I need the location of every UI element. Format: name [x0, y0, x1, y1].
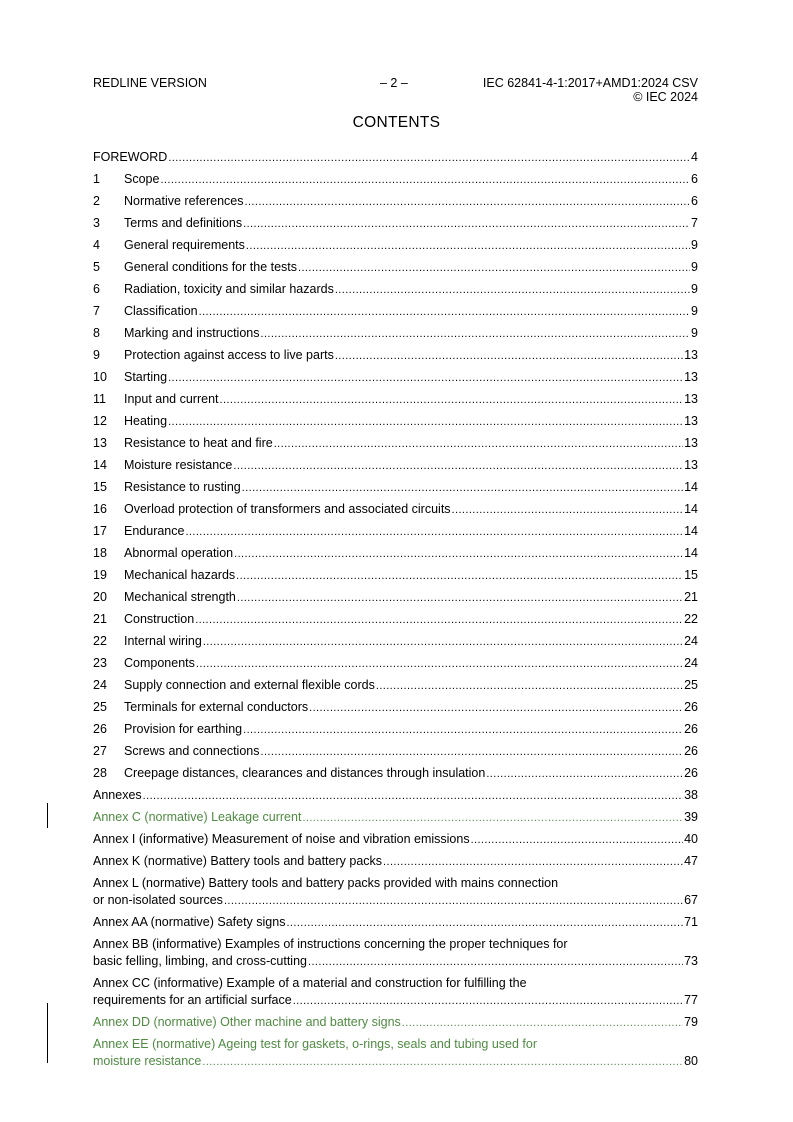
- toc-label: Marking and instructions: [124, 326, 260, 340]
- toc-number: 14: [93, 458, 107, 472]
- toc-entry-annex-aa[interactable]: [93, 911, 698, 933]
- toc-label: Annex AA (normative) Safety signs: [93, 915, 286, 929]
- toc-entry[interactable]: [93, 432, 698, 454]
- toc-label: Resistance to rusting: [124, 480, 241, 494]
- toc-entry[interactable]: [93, 454, 698, 476]
- toc-number: 25: [93, 700, 107, 714]
- toc-entry[interactable]: [93, 168, 698, 190]
- dot-leader: [202, 1055, 683, 1069]
- table-of-contents: [93, 146, 698, 1072]
- toc-number: 17: [93, 524, 107, 538]
- toc-page: 47: [684, 854, 698, 868]
- toc-page: 67: [684, 893, 698, 907]
- standard-id: IEC 62841-4-1:2017+AMD1:2024 CSV: [482, 76, 698, 90]
- toc-number: 11: [93, 392, 106, 406]
- dot-leader: [452, 503, 684, 517]
- toc-label: Overload protection of transformers and associated circuits: [124, 502, 451, 516]
- toc-label: Scope: [124, 172, 160, 186]
- dot-leader: [243, 217, 690, 231]
- toc-entry[interactable]: [93, 388, 698, 410]
- toc-number: 8: [93, 326, 100, 340]
- dot-leader: [286, 916, 683, 930]
- toc-number: 24: [93, 678, 107, 692]
- toc-entry[interactable]: [93, 300, 698, 322]
- dot-leader: [199, 305, 690, 319]
- toc-page: 13: [684, 414, 698, 428]
- toc-page: 4: [691, 150, 698, 164]
- toc-number: 15: [93, 480, 107, 494]
- toc-label: General conditions for the tests: [124, 260, 298, 274]
- dot-leader: [195, 613, 683, 627]
- toc-entry-annex-l[interactable]: [93, 872, 698, 911]
- toc-label-line1: Annex BB (informative) Examples of instructions concerning the proper techniques for: [93, 937, 568, 951]
- toc-number: 16: [93, 502, 107, 516]
- page-number: – 2 –: [380, 76, 408, 90]
- toc-number: 26: [93, 722, 107, 736]
- toc-page: 77: [684, 993, 698, 1007]
- contents-title: CONTENTS: [352, 114, 441, 131]
- toc-entry[interactable]: [93, 498, 698, 520]
- toc-number: 27: [93, 744, 107, 758]
- toc-page: 26: [684, 700, 698, 714]
- dot-leader: [220, 393, 684, 407]
- toc-number: 5: [93, 260, 100, 274]
- standard-reference: [483, 76, 698, 104]
- dot-leader: [261, 745, 684, 759]
- dot-leader: [274, 437, 683, 451]
- toc-entry[interactable]: [93, 740, 698, 762]
- toc-entry[interactable]: [93, 520, 698, 542]
- toc-label: Mechanical strength: [124, 590, 236, 604]
- toc-entry[interactable]: [93, 476, 698, 498]
- toc-entry[interactable]: [93, 322, 698, 344]
- toc-entry[interactable]: [93, 410, 698, 432]
- page-header: [93, 76, 698, 106]
- toc-page: 9: [691, 282, 698, 296]
- toc-entry[interactable]: [93, 564, 698, 586]
- toc-number: 9: [93, 348, 100, 362]
- toc-label: Screws and connections: [124, 744, 260, 758]
- toc-entry[interactable]: [93, 344, 698, 366]
- toc-label: Annex C (normative) Leakage current: [93, 810, 302, 824]
- toc-label-line1: Annex EE (normative) Ageing test for gaskets, o-rings, seals and tubing used for: [93, 1037, 537, 1051]
- dot-leader: [308, 955, 683, 969]
- toc-entry[interactable]: [93, 718, 698, 740]
- toc-label: Normative references: [124, 194, 244, 208]
- dot-leader: [234, 547, 683, 561]
- toc-label: Resistance to heat and fire: [124, 436, 273, 450]
- toc-entry[interactable]: [93, 652, 698, 674]
- toc-label: Classification: [124, 304, 198, 318]
- toc-number: 20: [93, 590, 107, 604]
- toc-page: 38: [684, 788, 698, 802]
- dot-leader: [143, 789, 683, 803]
- toc-page: 15: [684, 568, 698, 582]
- toc-page: 26: [684, 744, 698, 758]
- toc-label: Abnormal operation: [124, 546, 234, 560]
- dot-leader: [196, 657, 683, 671]
- dot-leader: [224, 894, 683, 908]
- toc-page: 80: [684, 1054, 698, 1068]
- toc-label: requirements for an artificial surface: [93, 993, 292, 1007]
- toc-entry[interactable]: [93, 762, 698, 784]
- toc-entry[interactable]: [93, 608, 698, 630]
- change-bar-annex-dd-ee: [47, 1003, 48, 1063]
- toc-entry[interactable]: [93, 542, 698, 564]
- toc-label: Internal wiring: [124, 634, 202, 648]
- toc-entry[interactable]: [93, 696, 698, 718]
- toc-entry[interactable]: [93, 278, 698, 300]
- toc-page: 9: [691, 326, 698, 340]
- dot-leader: [168, 371, 683, 385]
- toc-page: 14: [684, 502, 698, 516]
- toc-entry-annex-bb[interactable]: [93, 933, 698, 972]
- toc-number: 18: [93, 546, 107, 560]
- toc-label: Terms and definitions: [124, 216, 243, 230]
- toc-label: basic felling, limbing, and cross-cutting: [93, 954, 307, 968]
- toc-label: or non-isolated sources: [93, 893, 223, 907]
- toc-entry-annex-cc[interactable]: [93, 972, 698, 1011]
- toc-page: 13: [684, 392, 698, 406]
- dot-leader: [486, 767, 683, 781]
- toc-entry[interactable]: [93, 234, 698, 256]
- toc-label: Annexes: [93, 788, 142, 802]
- toc-label-line1: Annex CC (informative) Example of a material and construction for fulfilling the: [93, 976, 527, 990]
- toc-entry-annex-c[interactable]: [93, 806, 698, 828]
- toc-label: Annex DD (normative) Other machine and battery signs: [93, 1015, 401, 1029]
- dot-leader: [402, 1016, 683, 1030]
- dot-leader: [293, 994, 683, 1008]
- dot-leader: [185, 525, 683, 539]
- toc-label: Supply connection and external flexible cords: [124, 678, 375, 692]
- toc-entry-annex-k[interactable]: [93, 850, 698, 872]
- toc-label: Heating: [124, 414, 168, 428]
- toc-number: 10: [93, 370, 107, 384]
- toc-page: 26: [684, 766, 698, 780]
- toc-entry[interactable]: [93, 674, 698, 696]
- dot-leader: [302, 811, 683, 825]
- toc-page: 13: [684, 348, 698, 362]
- toc-number: 12: [93, 414, 107, 428]
- dot-leader: [242, 481, 683, 495]
- toc-page: 14: [684, 546, 698, 560]
- toc-page: 24: [684, 634, 698, 648]
- toc-page: 9: [691, 238, 698, 252]
- dot-leader: [168, 151, 690, 165]
- toc-number: 3: [93, 216, 100, 230]
- toc-entry[interactable]: [93, 256, 698, 278]
- toc-page: 14: [684, 524, 698, 538]
- toc-label: moisture resistance: [93, 1054, 202, 1068]
- toc-label: Radiation, toxicity and similar hazards: [124, 282, 334, 296]
- toc-label: Protection against access to live parts: [124, 348, 334, 362]
- toc-page: 40: [684, 832, 698, 846]
- dot-leader: [309, 701, 683, 715]
- toc-number: 23: [93, 656, 107, 670]
- toc-page: 79: [684, 1015, 698, 1029]
- toc-label: Mechanical hazards: [124, 568, 236, 582]
- dot-leader: [203, 635, 683, 649]
- dot-leader: [335, 349, 683, 363]
- toc-number: 2: [93, 194, 100, 208]
- toc-page: 7: [691, 216, 698, 230]
- toc-label: Construction: [124, 612, 195, 626]
- toc-label: Input and current: [124, 392, 219, 406]
- toc-page: 9: [691, 260, 698, 274]
- dot-leader: [245, 195, 691, 209]
- toc-page: 13: [684, 370, 698, 384]
- toc-label: Endurance: [124, 524, 185, 538]
- change-bar-annex-c: [47, 803, 48, 828]
- toc-entry-annex-i[interactable]: [93, 828, 698, 850]
- toc-page: 6: [691, 194, 698, 208]
- toc-page: 9: [691, 304, 698, 318]
- toc-page: 25: [684, 678, 698, 692]
- toc-label: Terminals for external conductors: [124, 700, 309, 714]
- dot-leader: [246, 239, 690, 253]
- dot-leader: [233, 459, 683, 473]
- toc-label: Moisture resistance: [124, 458, 233, 472]
- dot-leader: [260, 327, 690, 341]
- toc-number: 19: [93, 568, 107, 582]
- toc-entry-annex-dd[interactable]: [93, 1011, 698, 1033]
- toc-page: 22: [684, 612, 698, 626]
- toc-page: 39: [684, 810, 698, 824]
- toc-label: Starting: [124, 370, 168, 384]
- toc-page: 13: [684, 436, 698, 450]
- copyright: © IEC 2024: [633, 90, 698, 104]
- toc-page: 26: [684, 722, 698, 736]
- toc-page: 73: [684, 954, 698, 968]
- dot-leader: [160, 173, 690, 187]
- toc-number: 13: [93, 436, 107, 450]
- toc-entry-annex-ee[interactable]: [93, 1033, 698, 1072]
- dot-leader: [236, 569, 683, 583]
- toc-number: 1: [93, 172, 100, 186]
- toc-page: 6: [691, 172, 698, 186]
- redline-version-label: REDLINE VERSION: [93, 76, 207, 90]
- dot-leader: [376, 679, 683, 693]
- dot-leader: [335, 283, 690, 297]
- toc-entry[interactable]: [93, 212, 698, 234]
- dot-leader: [243, 723, 683, 737]
- toc-number: 4: [93, 238, 100, 252]
- toc-label-line1: Annex L (normative) Battery tools and battery packs provided with mains connection: [93, 876, 559, 890]
- dot-leader: [298, 261, 690, 275]
- toc-entry[interactable]: [93, 586, 698, 608]
- toc-page: 13: [684, 458, 698, 472]
- toc-number: 6: [93, 282, 100, 296]
- toc-page: 24: [684, 656, 698, 670]
- toc-number: 21: [93, 612, 107, 626]
- toc-label: Provision for earthing: [124, 722, 243, 736]
- toc-label: FOREWORD: [93, 150, 168, 164]
- toc-entry-foreword[interactable]: [93, 146, 698, 168]
- toc-entry[interactable]: [93, 190, 698, 212]
- toc-label: Annex I (informative) Measurement of noise and vibration emissions: [93, 832, 470, 846]
- dot-leader: [168, 415, 683, 429]
- toc-number: 7: [93, 304, 100, 318]
- toc-entry[interactable]: [93, 630, 698, 652]
- toc-label: Annex K (normative) Battery tools and battery packs: [93, 854, 383, 868]
- toc-page: 21: [684, 590, 698, 604]
- toc-label: General requirements: [124, 238, 245, 252]
- toc-entry[interactable]: [93, 366, 698, 388]
- toc-page: 71: [684, 915, 698, 929]
- toc-label: Components: [124, 656, 195, 670]
- dot-leader: [471, 833, 684, 847]
- toc-label: Creepage distances, clearances and distances through insulation: [124, 766, 486, 780]
- dot-leader: [383, 855, 683, 869]
- dot-leader: [237, 591, 683, 605]
- toc-page: 14: [684, 480, 698, 494]
- toc-number: 22: [93, 634, 107, 648]
- toc-number: 28: [93, 766, 107, 780]
- toc-entry-annexes[interactable]: [93, 784, 698, 806]
